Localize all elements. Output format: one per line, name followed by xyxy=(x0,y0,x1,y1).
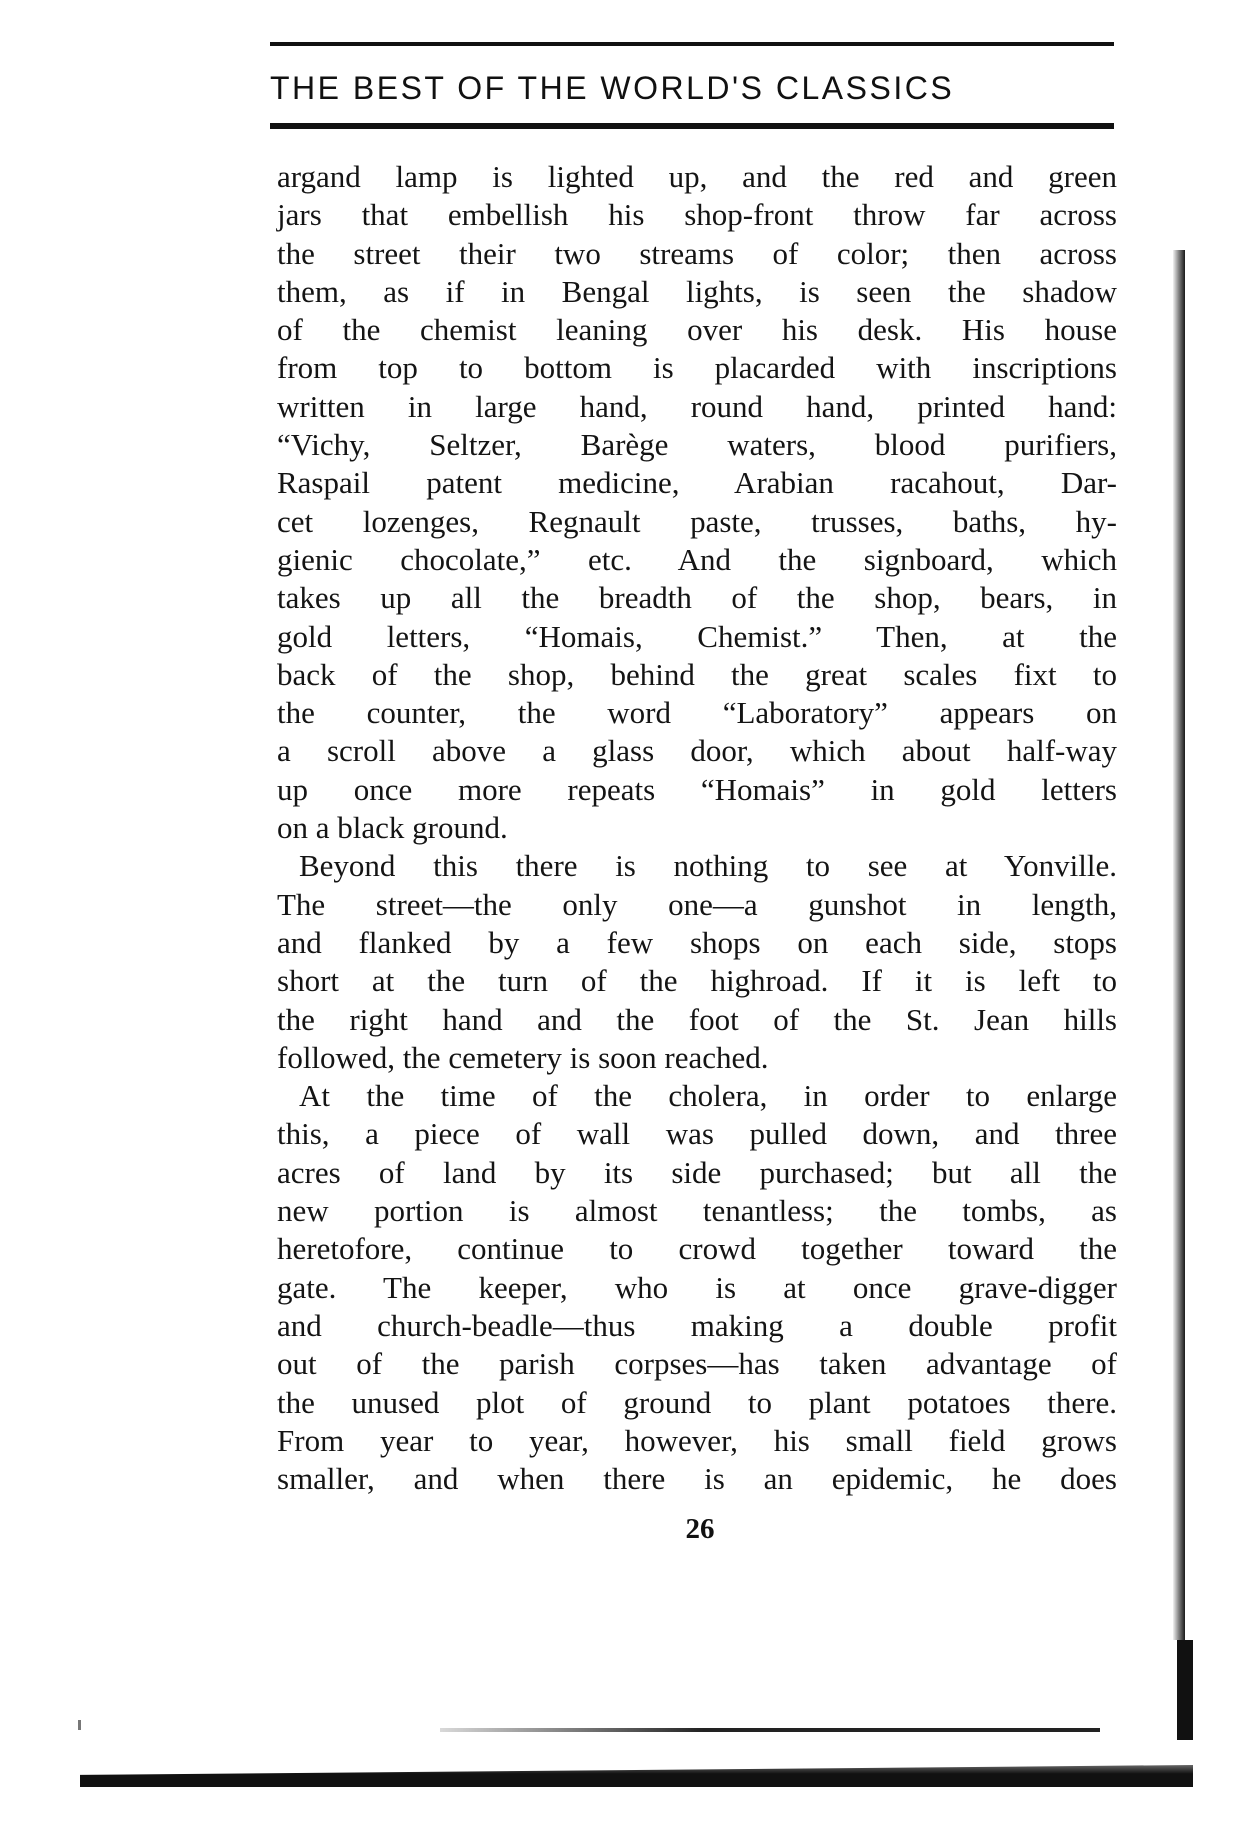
text-line: gate. The keeper, who is at once grave-digger xyxy=(277,1269,1117,1305)
text-line: them, as if in Bengal lights, is seen the shadow xyxy=(277,273,1117,309)
text-line: The street—the only one—a gunshot in length, xyxy=(277,886,1117,922)
text-line: gienic chocolate,” etc. And the signboard, which xyxy=(277,541,1117,577)
text-line: “Vichy, Seltzer, Barège waters, blood purifiers, xyxy=(277,427,1117,463)
text-line: From year to year, however, his small field grows xyxy=(277,1422,1117,1458)
body-text xyxy=(277,158,1117,1498)
scan-artifact-rule xyxy=(440,1728,1100,1732)
text-line: smaller, and when there is an epidemic, he does xyxy=(277,1461,1117,1497)
text-line: the unused plot of ground to plant potatoes there. xyxy=(277,1384,1117,1420)
text-line: back of the shop, behind the great scales fixt to xyxy=(277,656,1117,692)
text-line: out of the parish corpses—has taken advantage of xyxy=(277,1346,1117,1382)
paragraph-start-line: Beyond this there is nothing to see at Yonville. xyxy=(299,848,1117,884)
text-line: takes up all the breadth of the shop, bears, in xyxy=(277,580,1117,616)
text-line: from top to bottom is placarded with inscriptions xyxy=(277,350,1117,386)
text-line: the counter, the word “Laboratory” appears on xyxy=(277,695,1117,731)
page-edge-shadow xyxy=(1173,250,1185,1640)
header-top-rule xyxy=(270,42,1114,46)
text-line: heretofore, continue to crowd together toward the xyxy=(277,1231,1117,1267)
text-line: the street their two streams of color; then across xyxy=(277,235,1117,271)
text-line: followed, the cemetery is soon reached. xyxy=(277,1039,769,1075)
paragraph-start-line: At the time of the cholera, in order to enlarge xyxy=(299,1078,1117,1114)
text-line: acres of land by its side purchased; but all the xyxy=(277,1154,1117,1190)
text-line: this, a piece of wall was pulled down, and three xyxy=(277,1116,1117,1152)
text-line: written in large hand, round hand, printed hand: xyxy=(277,388,1117,424)
text-line: and church-beadle—thus making a double profit xyxy=(277,1307,1117,1343)
text-line: gold letters, “Homais, Chemist.” Then, at the xyxy=(277,618,1117,654)
text-line: on a black ground. xyxy=(277,810,508,846)
scan-speck xyxy=(78,1720,81,1730)
text-line: new portion is almost tenantless; the tombs, as xyxy=(277,1193,1117,1229)
text-line: jars that embellish his shop-front throw far across xyxy=(277,197,1117,233)
header-bottom-rule xyxy=(270,123,1114,129)
text-line: up once more repeats “Homais” in gold letters xyxy=(277,771,1117,807)
text-line: a scroll above a glass door, which about half-way xyxy=(277,733,1117,769)
text-line: short at the turn of the highroad. If it is left to xyxy=(277,963,1117,999)
text-line: the right hand and the foot of the St. Jean hills xyxy=(277,1001,1117,1037)
text-line: cet lozenges, Regnault paste, trusses, baths, hy- xyxy=(277,503,1117,539)
text-line: and flanked by a few shops on each side, stops xyxy=(277,924,1117,960)
text-line: argand lamp is lighted up, and the red and green xyxy=(277,159,1117,194)
page-edge-shadow-bottom xyxy=(1177,1640,1193,1740)
text-line: Raspail patent medicine, Arabian racahout, Dar- xyxy=(277,465,1117,501)
running-header: THE BEST OF THE WORLD'S CLASSICS xyxy=(270,70,955,106)
text-line: of the chemist leaning over his desk. His house xyxy=(277,312,1117,348)
page-number: 26 xyxy=(685,1513,715,1545)
page-bottom-shadow xyxy=(80,1765,1193,1787)
